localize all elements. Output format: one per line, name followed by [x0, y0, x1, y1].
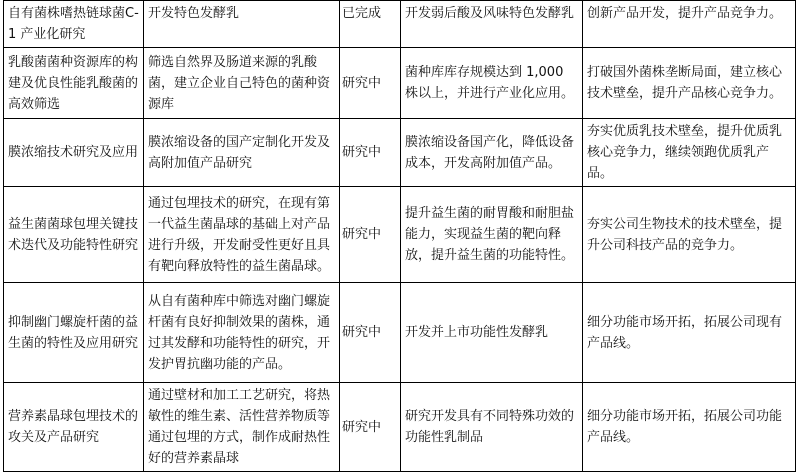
project-target-cell: 提升益生菌的耐胃酸和耐胆盐能力，实现益生菌的靶向释放，提升益生菌的功能特性。 — [401, 187, 583, 283]
project-status-cell: 研究中 — [340, 187, 401, 283]
project-goal-cell: 开发特色发酵乳 — [144, 1, 340, 48]
project-goal-cell: 从自有菌种库中筛选对幽门螺旋杆菌有良好抑制效果的菌株，通过其发酵和功能特性的研究，开发护胃抗幽功能的产品。 — [144, 283, 340, 383]
table-row — [4, 187, 796, 283]
project-name-cell: 抑制幽门螺旋杆菌的益生菌的特性及应用研究 — [4, 283, 144, 383]
project-impact-cell: 打破国外菌株垄断局面，建立核心技术壁垒，提升产品核心竞争力。 — [583, 48, 796, 119]
project-impact-cell: 夯实优质乳技术壁垒，提升优质乳核心竞争力，继续领跑优质乳产品。 — [583, 119, 796, 187]
project-status-cell: 研究中 — [340, 48, 401, 119]
table-row — [4, 383, 796, 472]
project-name-cell: 自有菌株嗜热链球菌C-1 产业化研究 — [4, 1, 144, 48]
table-row — [4, 283, 796, 383]
project-impact-cell: 夯实公司生物技术的技术壁垒，提升公司科技产品的竞争力。 — [583, 187, 796, 283]
project-target-cell: 开发弱后酸及风味特色发酵乳 — [401, 1, 583, 48]
project-status-cell: 研究中 — [340, 383, 401, 472]
project-goal-cell: 筛选自然界及肠道来源的乳酸菌，建立企业自己特色的菌种资源库 — [144, 48, 340, 119]
project-goal-cell: 通过包埋技术的研究，在现有第一代益生菌晶球的基础上对产品进行升级，开发耐受性更好且具有靶向释放特性的益生菌晶球。 — [144, 187, 340, 283]
project-impact-cell: 细分功能市场开拓，拓展公司功能产品线。 — [583, 383, 796, 472]
project-status-cell: 研究中 — [340, 283, 401, 383]
project-target-cell: 研究开发具有不同特殊功效的功能性乳制品 — [401, 383, 583, 472]
project-name-cell: 膜浓缩技术研究及应用 — [4, 119, 144, 187]
project-status-cell: 研究中 — [340, 119, 401, 187]
rd-projects-table — [3, 0, 796, 472]
project-goal-cell: 通过壁材和加工工艺研究，将热敏性的维生素、活性营养物质等通过包埋的方式，制作成耐热性好的营养素晶球 — [144, 383, 340, 472]
project-status-cell: 已完成 — [340, 1, 401, 48]
project-name-cell: 益生菌菌球包埋关键技术迭代及功能特性研究 — [4, 187, 144, 283]
project-name-cell: 营养素晶球包埋技术的攻关及产品研究 — [4, 383, 144, 472]
table-row — [4, 119, 796, 187]
project-impact-cell: 创新产品开发，提升产品竞争力。 — [583, 1, 796, 48]
project-name-cell: 乳酸菌菌种资源库的构建及优良性能乳酸菌的高效筛选 — [4, 48, 144, 119]
project-target-cell: 开发并上市功能性发酵乳 — [401, 283, 583, 383]
project-target-cell: 菌种库库存规模达到 1,000 株以上，并进行产业化应用。 — [401, 48, 583, 119]
project-target-cell: 膜浓缩设备国产化，降低设备成本，开发高附加值产品。 — [401, 119, 583, 187]
table-row — [4, 1, 796, 48]
project-impact-cell: 细分功能市场开拓，拓展公司现有产品线。 — [583, 283, 796, 383]
project-goal-cell: 膜浓缩设备的国产定制化开发及高附加值产品研究 — [144, 119, 340, 187]
table-row — [4, 48, 796, 119]
